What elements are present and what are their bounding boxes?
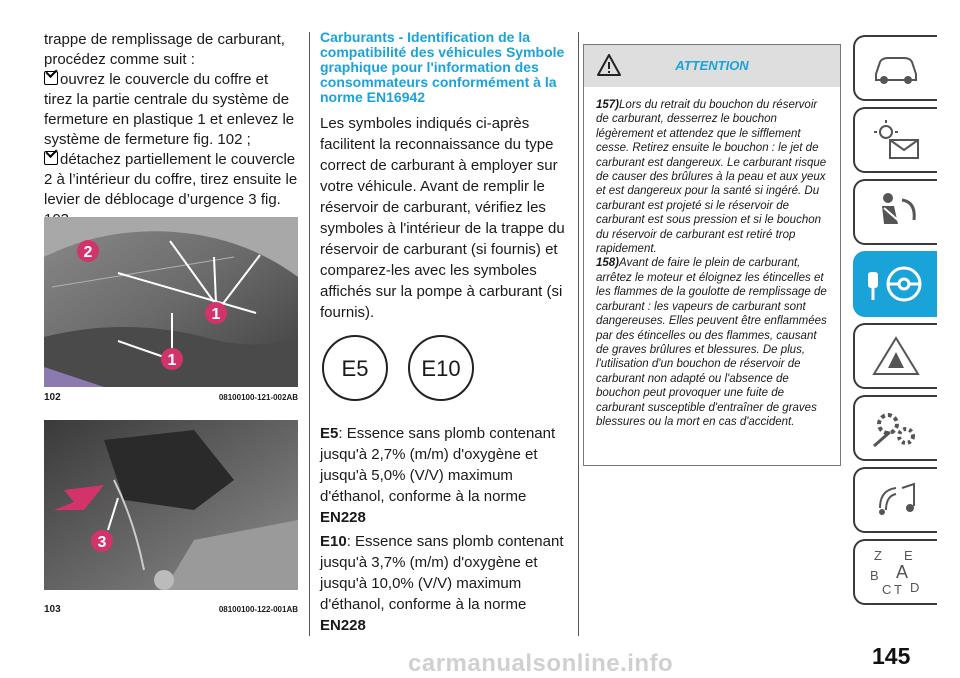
e10-description: E10: Essence sans plomb contenant jusqu'à 3,7% (m/m) d'oxygène et jusqu'à 10,0% (V/V) maximum d'éthanol, conforme à la norme EN228: [320, 533, 564, 634]
svg-text:T: T: [894, 582, 902, 597]
fuel-symbols: [320, 335, 566, 415]
figure-number: 103: [44, 604, 61, 615]
checkbox-bullet-icon: [44, 151, 58, 165]
warning-item-158: 158)Avant de faire le plein de carburant, arrêtez le moteur et éloignez les étincelles et les flammes de la goulotte de remplissage de carburant : les vapeurs de carburant sont dangereuses. Elles peuvent être enflammées par des étincelles ou des flammes, causant de graves brûlures et blessures. De plus, l'utilisation d'un bouchon de réservoir de carburant non adapté ou l'absence de bouchon peut provoquer une fuite de carburant susceptible d'entraîner de graves blessures ou la mort en cas d'accident.: [596, 257, 827, 428]
warning-lights-icon: [870, 118, 922, 162]
section-paragraph: Les symboles indiqués ci-après facilitent la reconnaissance du type correct de carburant à employer sur votre véhicule. Avant de remplir le réservoir de carburant, vérifiez les symboles à l'intérieur de la trappe du réservoir de carburant (si fournis) et comparez-les avec les symboles affichés sur la pompe à carburant (si fournis).: [320, 115, 565, 321]
fuel-symbol-e5: E5: [322, 335, 388, 401]
tab-index[interactable]: [853, 539, 937, 605]
svg-text:Z: Z: [874, 548, 882, 563]
checkbox-bullet-icon: [44, 71, 58, 85]
column-divider: [309, 32, 310, 636]
svg-text:D: D: [910, 580, 920, 595]
tab-dashboard-lights[interactable]: [853, 107, 937, 173]
tools-gears-icon: [870, 406, 922, 450]
figure-102-image: [44, 217, 298, 387]
tab-vehicle[interactable]: [853, 35, 937, 101]
svg-text:E: E: [904, 548, 913, 563]
warning-header: [584, 45, 840, 87]
e5-description: E5: Essence sans plomb contenant jusqu'à 2,7% (m/m) d'oxygène et jusqu'à 5,0% (V/V) maximum d'éthanol, conforme à la norme EN228: [320, 425, 556, 526]
watermark-text: carmanualsonline.info: [408, 650, 674, 677]
fuel-symbol-e10: E10: [408, 335, 474, 401]
callout-1: 1: [167, 352, 177, 369]
warning-body: [584, 87, 840, 429]
tab-emergency[interactable]: [853, 323, 937, 389]
tab-maintenance[interactable]: [853, 395, 937, 461]
callout-1: 1: [211, 306, 221, 323]
step-1: ouvrez le couvercle du coffre et tirez la partie centrale du système de fermeture en plastique 1 et enlevez le système de fermeture fig. 102 ;: [44, 71, 295, 148]
warning-title: ATTENTION: [675, 58, 749, 73]
multimedia-icon: [870, 478, 922, 522]
tab-multimedia[interactable]: [853, 467, 937, 533]
column-divider: [578, 32, 579, 636]
warning-box: [583, 44, 841, 466]
svg-text:C: C: [882, 582, 892, 597]
callout-3: 3: [97, 534, 107, 551]
hazard-triangle-icon: [870, 334, 922, 378]
intro-text: trappe de remplissage de carburant, procédez comme suit :: [44, 31, 285, 68]
figure-number: 102: [44, 392, 61, 403]
page-number: 145: [872, 643, 911, 669]
left-column: [44, 30, 300, 230]
section-heading: Carburants - Identification de la compatibilité des véhicules Symbole graphique pour l'information des consommateurs conformément à la norme EN16942: [320, 29, 565, 105]
tab-safety[interactable]: [853, 179, 937, 245]
figure-103-image: [44, 420, 298, 590]
tab-starting-driving[interactable]: [853, 251, 937, 317]
step-2: détachez partiellement le couvercle 2 à l’intérieur du coffre, tirez ensuite le levier de déblocage d’urgence 3 fig.: [44, 151, 298, 208]
figure-code: 08100100-121-002AB: [218, 393, 298, 402]
figure-code: 08100100-122-001AB: [218, 605, 298, 614]
key-steering-wheel-icon: [864, 262, 928, 306]
svg-text:B: B: [870, 568, 879, 583]
warning-item-157: 157)Lors du retrait du bouchon du réservoir de carburant, desserrez le bouchon légèrement et attendez que le sifflement cesse. Retirez ensuite le bouchon : le jet de carburant est dangereux. Le carburant risque de causer des brûlures à la peau et aux yeux et est dangereux pour la santé si ingéré. Du carburant est projeté si le réservoir de carburant est sous pression et si le bouchon du réservoir de carburant est retiré trop rapidement.: [596, 99, 827, 256]
chapter-tabs: [853, 35, 937, 611]
callout-2: 2: [83, 244, 93, 261]
middle-column: [320, 30, 566, 636]
svg-text:A: A: [896, 562, 909, 582]
car-icon: [870, 48, 922, 88]
alphabet-index-icon: [866, 546, 926, 598]
airbag-seat-icon: [870, 190, 922, 234]
